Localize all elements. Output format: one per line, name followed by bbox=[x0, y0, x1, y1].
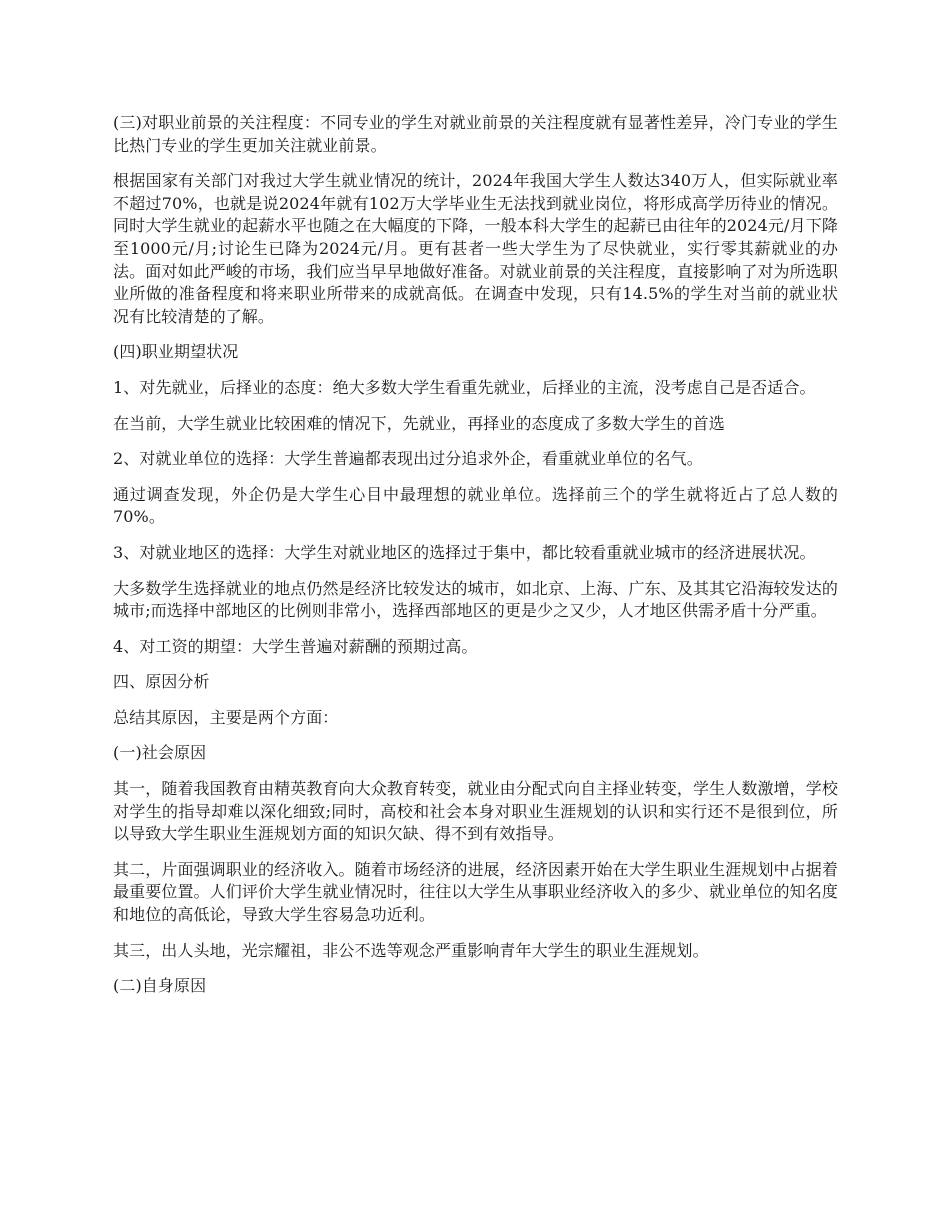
paragraph-summary-two-aspects: 总结其原因，主要是两个方面： bbox=[113, 707, 339, 727]
heading-personal-causes: (二)自身原因 bbox=[113, 976, 207, 996]
document-page bbox=[113, 112, 838, 1011]
paragraph-cause-three: 其三，出人头地，光宗耀祖，非公不选等观念严重影响青年大学生的职业生涯规划。 bbox=[113, 940, 709, 960]
paragraph-salary-expectation: 4、对工资的期望：大学生普遍对薪酬的预期过高。 bbox=[113, 636, 478, 656]
paragraph-cause-two: 其二，片面强调职业的经济收入。随着市场经济的进展，经济因素开始在大学生职业生涯规划中占据着最重要位置。人们评价大学生就业情况时，往往以大学生从事职业经济收入的多少、就业单位的知名度和地位的高低论，导致大学生容易急功近利。 bbox=[113, 859, 838, 925]
heading-social-causes: (一)社会原因 bbox=[113, 743, 207, 763]
paragraph-employer-choice: 2、对就业单位的选择：大学生普遍都表现出过分追求外企，看重就业单位的名气。 bbox=[113, 449, 703, 469]
paragraph-employment-first-choice: 在当前，大学生就业比较困难的情况下，先就业，再择业的态度成了多数大学生的首选 bbox=[113, 413, 725, 433]
paragraph-region-choice: 3、对就业地区的选择：大学生对就业地区的选择过于集中，都比较看重就业城市的经济进展状况。 bbox=[113, 542, 816, 562]
paragraph-employment-first-attitude: 1、对先就业，后择业的态度：绝大多数大学生看重先就业，后择业的主流，没考虑自己是否适合。 bbox=[113, 377, 816, 397]
paragraph-career-outlook-attention: (三)对职业前景的关注程度：不同专业的学生对就业前景的关注程度就有显著性差异，冷门专业的学生比热门专业的学生更加关注就业前景。 bbox=[113, 113, 838, 155]
paragraph-cause-one: 其一，随着我国教育由精英教育向大众教育转变，就业由分配式向自主择业转变，学生人数激增，学校对学生的指导却难以深化细致;同时，高校和社会本身对职业生涯规划的认识和实行还不是很到位，所以导致大学生职业生涯规划方面的知识欠缺、得不到有效指导。 bbox=[113, 779, 838, 844]
heading-cause-analysis: 四、原因分析 bbox=[113, 672, 210, 692]
paragraph-employment-statistics: 根据国家有关部门对我过大学生就业情况的统计，2024年我国大学生人数达340万人，但实际就业率不超过70%，也就是说2024年就有102万大学毕业生无法找到就业岗位，将形成高学历待业的情况。同时大学生就业的起薪水平也随之在大幅度的下降，一般本科大学生的起薪已由往年的2024元/月下降至1000元/月;讨论生已降为2024元/月。更有甚者一些大学生为了尽快就业，实行零其薪就业的办法。面对如此严峻的市场，我们应当早早地做好准备。对就业前景的关注程度，直接影响了对为所选职业所做的准备程度和将来职业所带来的成就高低。在调查中发现，只有14.5%的学生对当前的就业状况有比较清楚的了解。 bbox=[113, 171, 838, 326]
paragraph-foreign-enterprise-survey: 通过调查发现，外企仍是大学生心目中最理想的就业单位。选择前三个的学生就将近占了总人数的70%。 bbox=[113, 484, 838, 527]
heading-career-expectations: (四)职业期望状况 bbox=[113, 342, 239, 362]
paragraph-developed-cities: 大多数学生选择就业的地点仍然是经济比较发达的城市，如北京、上海、广东、及其其它沿海较发达的城市;而选择中部地区的比例则非常小，选择西部地区的更是少之又少，人才地区供需矛盾十分严重。 bbox=[113, 578, 838, 621]
